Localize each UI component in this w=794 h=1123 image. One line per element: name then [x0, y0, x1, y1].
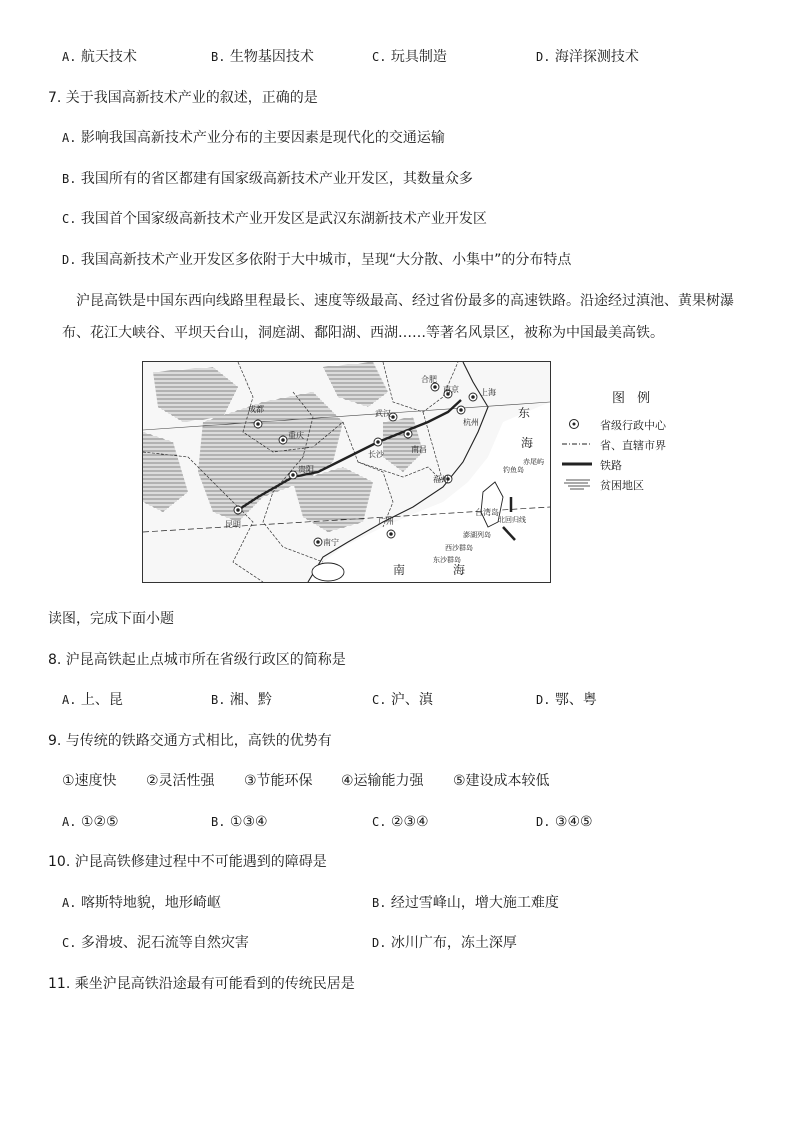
- option-text: 影响我国高新技术产业分布的主要因素是现代化的交通运输: [80, 130, 445, 146]
- option-text: 湘、黔: [229, 692, 272, 708]
- option-text: 生物基因技术: [229, 49, 314, 65]
- q10-option-d[interactable]: [372, 933, 517, 953]
- option-letter: B.: [372, 896, 387, 910]
- q8-stem: 8. 沪昆高铁起止点城市所在省级行政区的简称是: [48, 652, 346, 668]
- legend-title: 图 例: [612, 391, 655, 406]
- option-text: 多滑坡、泥石流等自然灾害: [80, 935, 249, 951]
- q10-option-b[interactable]: [372, 893, 559, 913]
- option-letter: D.: [372, 936, 387, 950]
- q6-option-a[interactable]: [62, 47, 137, 67]
- option-text: ③④⑤: [554, 814, 593, 830]
- option-letter: A.: [62, 50, 77, 64]
- map-city-label: 成都: [248, 405, 264, 414]
- option-text: 经过雪峰山，增大施工难度: [390, 895, 559, 911]
- q9-option-d[interactable]: [536, 812, 593, 832]
- sea-boundary-mark: [503, 527, 515, 540]
- q9-option-a[interactable]: [62, 812, 119, 832]
- option-letter: C.: [372, 50, 387, 64]
- q7-option-d[interactable]: [62, 250, 571, 270]
- q7-option-c[interactable]: [62, 209, 487, 229]
- map-city-label: 上海: [480, 388, 496, 397]
- option-text: 冰川广布，冻土深厚: [390, 935, 517, 951]
- legend-label: 铁路: [600, 459, 622, 472]
- option-letter: A.: [62, 693, 77, 707]
- option-letter: C.: [372, 693, 387, 707]
- option-letter: D.: [62, 253, 77, 267]
- legend-label: 省级行政中心: [600, 419, 666, 432]
- q9-statement: ②灵活性强: [146, 773, 215, 789]
- option-letter: C.: [62, 936, 77, 950]
- q9-statement: ⑤建设成本较低: [453, 773, 550, 789]
- option-text: 我国高新技术产业开发区多依附于大中城市，呈现“大分散、小集中”的分布特点: [80, 252, 572, 268]
- capital-icon: [560, 417, 590, 431]
- option-letter: A.: [62, 896, 77, 910]
- sea-label: 南: [393, 563, 406, 577]
- q9-stem: 9. 与传统的铁路交通方式相比，高铁的优势有: [48, 733, 332, 749]
- option-letter: D.: [536, 693, 551, 707]
- island-label: 东沙群岛: [433, 556, 461, 564]
- legend-item: [560, 457, 622, 473]
- map-city-label: 武汉: [375, 409, 391, 418]
- map-figure: [143, 362, 550, 582]
- option-letter: D.: [536, 50, 551, 64]
- map-city-label: 杭州: [463, 418, 479, 427]
- option-letter: C.: [372, 815, 387, 829]
- q11-stem: 11. 乘坐沪昆高铁沿途最有可能看到的传统民居是: [48, 976, 355, 992]
- option-letter: B.: [211, 815, 226, 829]
- legend-item: [560, 437, 666, 453]
- q9-option-b[interactable]: [211, 812, 268, 832]
- q8-option-b[interactable]: [211, 690, 272, 710]
- island-label: 钓鱼岛: [503, 466, 524, 474]
- q9-statement: ④运输能力强: [341, 773, 424, 789]
- q6-option-d[interactable]: [536, 47, 639, 67]
- q8-option-c[interactable]: [372, 690, 433, 710]
- q7-stem: 7. 关于我国高新技术产业的叙述，正确的是: [48, 90, 318, 106]
- option-letter: D.: [536, 815, 551, 829]
- q9-statement: ③节能环保: [244, 773, 313, 789]
- map-city-label: 南京: [443, 385, 459, 394]
- option-letter: A.: [62, 815, 77, 829]
- option-text: 鄂、粤: [554, 692, 597, 708]
- q10-option-c[interactable]: [62, 933, 249, 953]
- option-text: 沪、滇: [390, 692, 433, 708]
- island-label: 赤尾屿: [523, 458, 544, 466]
- option-text: 玩具制造: [390, 49, 447, 65]
- option-letter: A.: [62, 131, 77, 145]
- map-city-label: 南昌: [411, 445, 427, 454]
- legend-item: [560, 477, 644, 493]
- q7-option-b[interactable]: [62, 169, 473, 189]
- sea-label: 海: [521, 436, 534, 450]
- option-letter: B.: [62, 172, 77, 186]
- q10-stem: 10. 沪昆高铁修建过程中不可能遇到的障碍是: [48, 854, 327, 870]
- option-text: ①②⑤: [80, 814, 119, 830]
- option-letter: B.: [211, 693, 226, 707]
- option-letter: C.: [62, 212, 77, 226]
- legend-label: 省、直辖市界: [600, 439, 666, 452]
- option-text: ②③④: [390, 814, 429, 830]
- railway-icon: [560, 457, 594, 471]
- island-label: 澎湖列岛: [463, 531, 491, 539]
- map-city-label: 台湾岛: [475, 508, 499, 517]
- option-text: ①③④: [229, 814, 268, 830]
- railway-map: [142, 361, 551, 583]
- map-city-label: 长沙: [368, 450, 384, 459]
- map-city-label: 重庆: [288, 431, 304, 440]
- tropic-label: 北回归线: [498, 516, 526, 524]
- q9-option-c[interactable]: [372, 812, 429, 832]
- option-text: 喀斯特地貌，地形崎岖: [80, 895, 221, 911]
- hainan-island: [312, 563, 344, 581]
- q9-statement: ①速度快: [62, 773, 117, 789]
- option-letter: B.: [211, 50, 226, 64]
- sea-label: 东: [518, 406, 531, 420]
- sea-label: 海: [453, 563, 466, 577]
- island-label: 西沙群岛: [445, 544, 473, 552]
- q6-option-b[interactable]: [211, 47, 314, 67]
- legend-label: 贫困地区: [600, 479, 644, 492]
- option-text: 航天技术: [80, 49, 137, 65]
- map-city-label: 合肥: [421, 375, 437, 384]
- q8-option-d[interactable]: [536, 690, 597, 710]
- poverty-area-icon: [560, 477, 594, 491]
- boundary-icon: [560, 437, 594, 451]
- q7-option-a[interactable]: [62, 128, 445, 148]
- read-map-instruction: 读图，完成下面小题: [48, 611, 174, 627]
- map-city-label: 广州: [378, 517, 394, 526]
- map-city-label: 昆明: [225, 520, 241, 529]
- option-text: 海洋探测技术: [554, 49, 639, 65]
- option-text: 我国所有的省区都建有国家级高新技术产业开发区，其数量众多: [80, 171, 473, 187]
- map-city-label: 南宁: [323, 538, 339, 547]
- option-text: 上、昆: [80, 692, 123, 708]
- legend-item: [560, 417, 666, 433]
- passage: 沪昆高铁是中国东西向线路里程最长、速度等级最高、经过省份最多的高速铁路。沿途经过滇池、黄果树瀑布、花江大峡谷、平坝天台山，洞庭湖、鄱阳湖、西湖……等著名风景区，被称为中国最美高铁。: [62, 293, 734, 341]
- q10-option-a[interactable]: [62, 893, 221, 913]
- q6-option-c[interactable]: [372, 47, 447, 67]
- q8-option-a[interactable]: [62, 690, 123, 710]
- map-city-label: 福州: [433, 475, 449, 484]
- option-text: 我国首个国家级高新技术产业开发区是武汉东湖新技术产业开发区: [80, 211, 487, 227]
- map-city-label: 贵阳: [298, 465, 314, 474]
